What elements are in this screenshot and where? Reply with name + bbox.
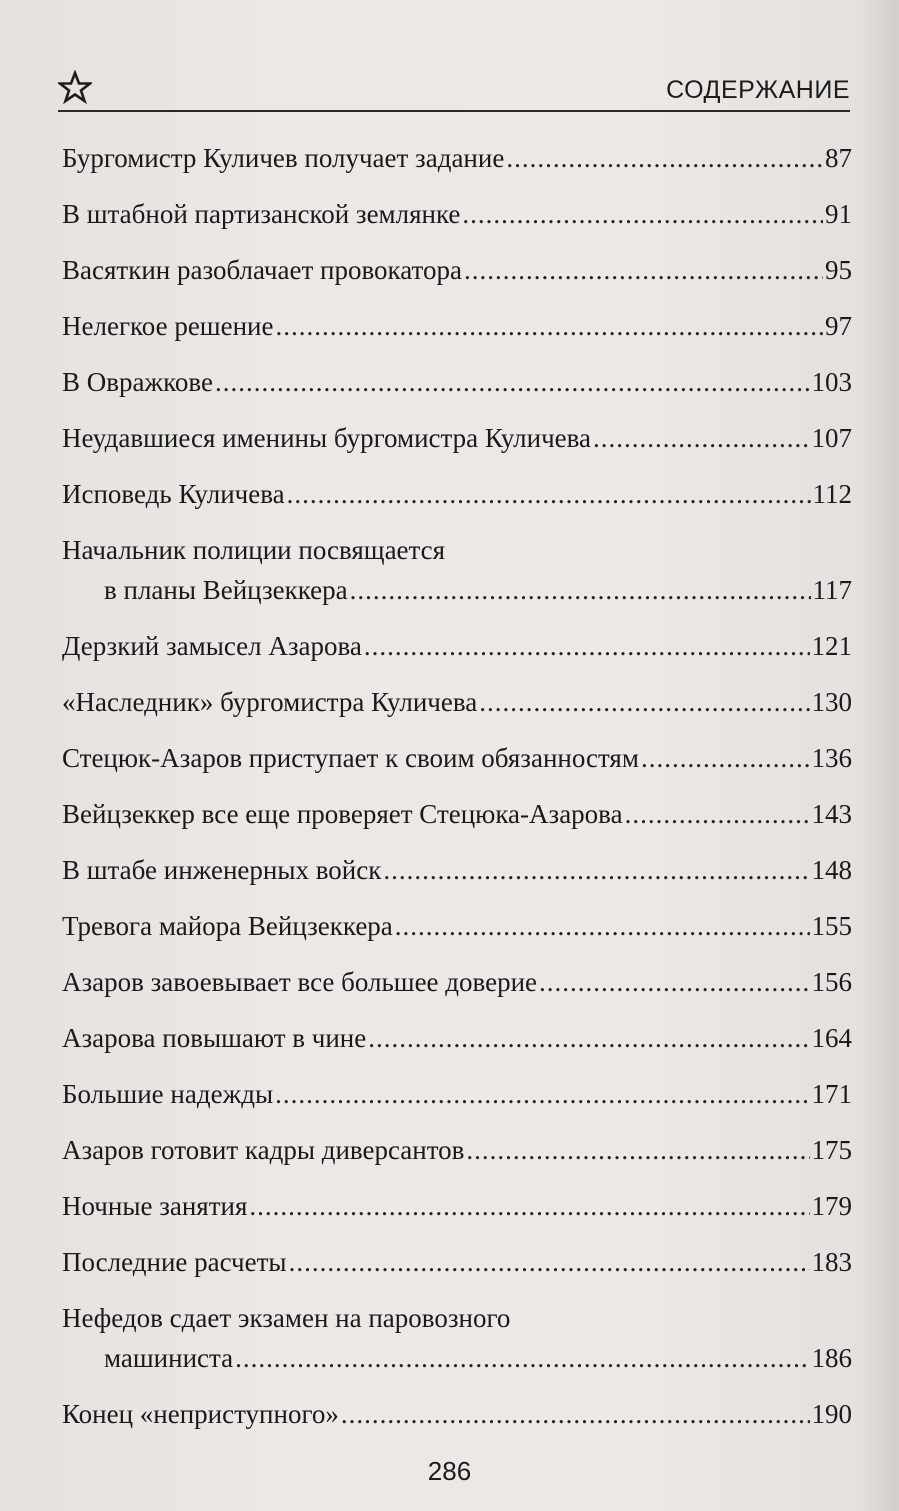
leader-dots [289,1242,810,1282]
entry-title-continued: машиниста [104,1343,234,1373]
toc-entry [62,906,852,946]
entry-page-number: 179 [811,1191,852,1221]
entry-page-number: 95 [825,255,852,285]
entry-page-number: 183 [811,1247,852,1277]
toc-entry [62,530,852,610]
entry-page-number: 186 [811,1343,852,1373]
entry-page-number: 130 [811,687,852,717]
entry-page-number: 91 [825,199,852,229]
entry-title: В Овражкове [62,367,213,397]
entry-title: Неудавшиеся именины бургомистра Куличева [62,423,592,453]
toc-entry [62,794,852,834]
entry-title: Нелегкое решение [62,311,274,341]
leader-dots [275,306,823,346]
entry-page-number: 107 [811,423,852,453]
leader-dots [275,1074,809,1114]
toc-entry [62,962,852,1002]
toc-entry [62,1186,852,1226]
entry-page-number: 156 [811,967,852,997]
leader-dots [368,1018,809,1058]
leader-dots [215,362,810,402]
entry-title: Дерзкий замысел Азарова [62,631,362,661]
toc-entry [62,1018,852,1058]
spine-shadow [859,0,899,1511]
entry-page-number: 121 [811,631,852,661]
entry-page-number: 143 [811,799,852,829]
entry-page-number: 117 [812,575,852,605]
entry-page-number: 190 [811,1399,852,1429]
page-header [58,70,850,114]
entry-page-number: 103 [811,367,852,397]
toc-entry [62,1242,852,1282]
leader-dots [466,1130,809,1170]
toc-entry [62,1130,852,1170]
entry-title: Исповедь Куличева [62,479,285,509]
leader-dots [395,906,810,946]
toc-entry [62,306,852,346]
leader-dots [462,194,823,234]
leader-dots [464,250,823,290]
leader-dots [341,1394,810,1434]
entry-title: Последние расчеты [62,1247,287,1277]
entry-page-number: 171 [811,1079,852,1109]
entry-title: Азарова повышают в чине [62,1023,367,1053]
entry-title: Тревога майора Вейцзеккера [62,911,393,941]
entry-page-number: 175 [811,1135,852,1165]
leader-dots [287,474,811,514]
entry-page-number: 97 [825,311,852,341]
toc-entry [62,474,852,514]
toc-entry [62,682,852,722]
entry-page-number: 112 [812,479,852,509]
entry-title: Бургомистр Куличев получает задание [62,143,505,173]
toc-entry [62,1298,852,1378]
entry-page-number: 136 [811,743,852,773]
toc-entry [62,626,852,666]
leader-dots [235,1338,809,1378]
entry-title: Вейцзеккер все еще проверяет Стецюка-Азарова [62,799,623,829]
leader-dots [350,570,811,610]
table-of-contents [62,138,852,1434]
leader-dots [625,794,810,834]
entry-title: Стецюк-Азаров приступает к своим обязанностям [62,743,639,773]
toc-entry [62,738,852,778]
leader-dots [506,138,823,178]
entry-page-number: 155 [811,911,852,941]
section-title: СОДЕРЖАНИЕ [666,76,850,104]
leader-dots [593,418,809,458]
toc-entry [62,194,852,234]
leader-dots [364,626,810,666]
entry-title-continued: в планы Вейцзеккера [104,575,348,605]
toc-entry [62,1074,852,1114]
leader-dots [383,850,809,890]
toc-entry [62,250,852,290]
leader-dots [479,682,809,722]
header-rule [58,110,850,112]
entry-title: Азаров завоевывает все большее доверие [62,967,538,997]
entry-title: В штабной партизанской землянке [62,199,461,229]
entry-page-number: 148 [811,855,852,885]
entry-page-number: 87 [825,143,852,173]
toc-entry [62,1394,852,1434]
page-number: 286 [427,1456,472,1486]
entry-title: Ночные занятия [62,1191,248,1221]
entry-title: Нефедов сдает экзамен на паровозного [62,1303,511,1333]
star-outline-icon [58,70,92,104]
entry-page-number: 164 [811,1023,852,1053]
entry-title: Васяткин разоблачает провокатора [62,255,462,285]
entry-title: Большие надежды [62,1079,274,1109]
toc-entry [62,138,852,178]
toc-entry [62,418,852,458]
entry-title: Азаров готовит кадры диверсантов [62,1135,465,1165]
entry-title: Конец «неприступного» [62,1399,339,1429]
leader-dots [249,1186,809,1226]
entry-title: «Наследник» бургомистра Куличева [62,687,478,717]
entry-title: В штабе инженерных войск [62,855,382,885]
leader-dots [641,738,810,778]
toc-entry [62,850,852,890]
entry-title: Начальник полиции посвящается [62,535,446,565]
leader-dots [539,962,809,1002]
toc-entry [62,362,852,402]
